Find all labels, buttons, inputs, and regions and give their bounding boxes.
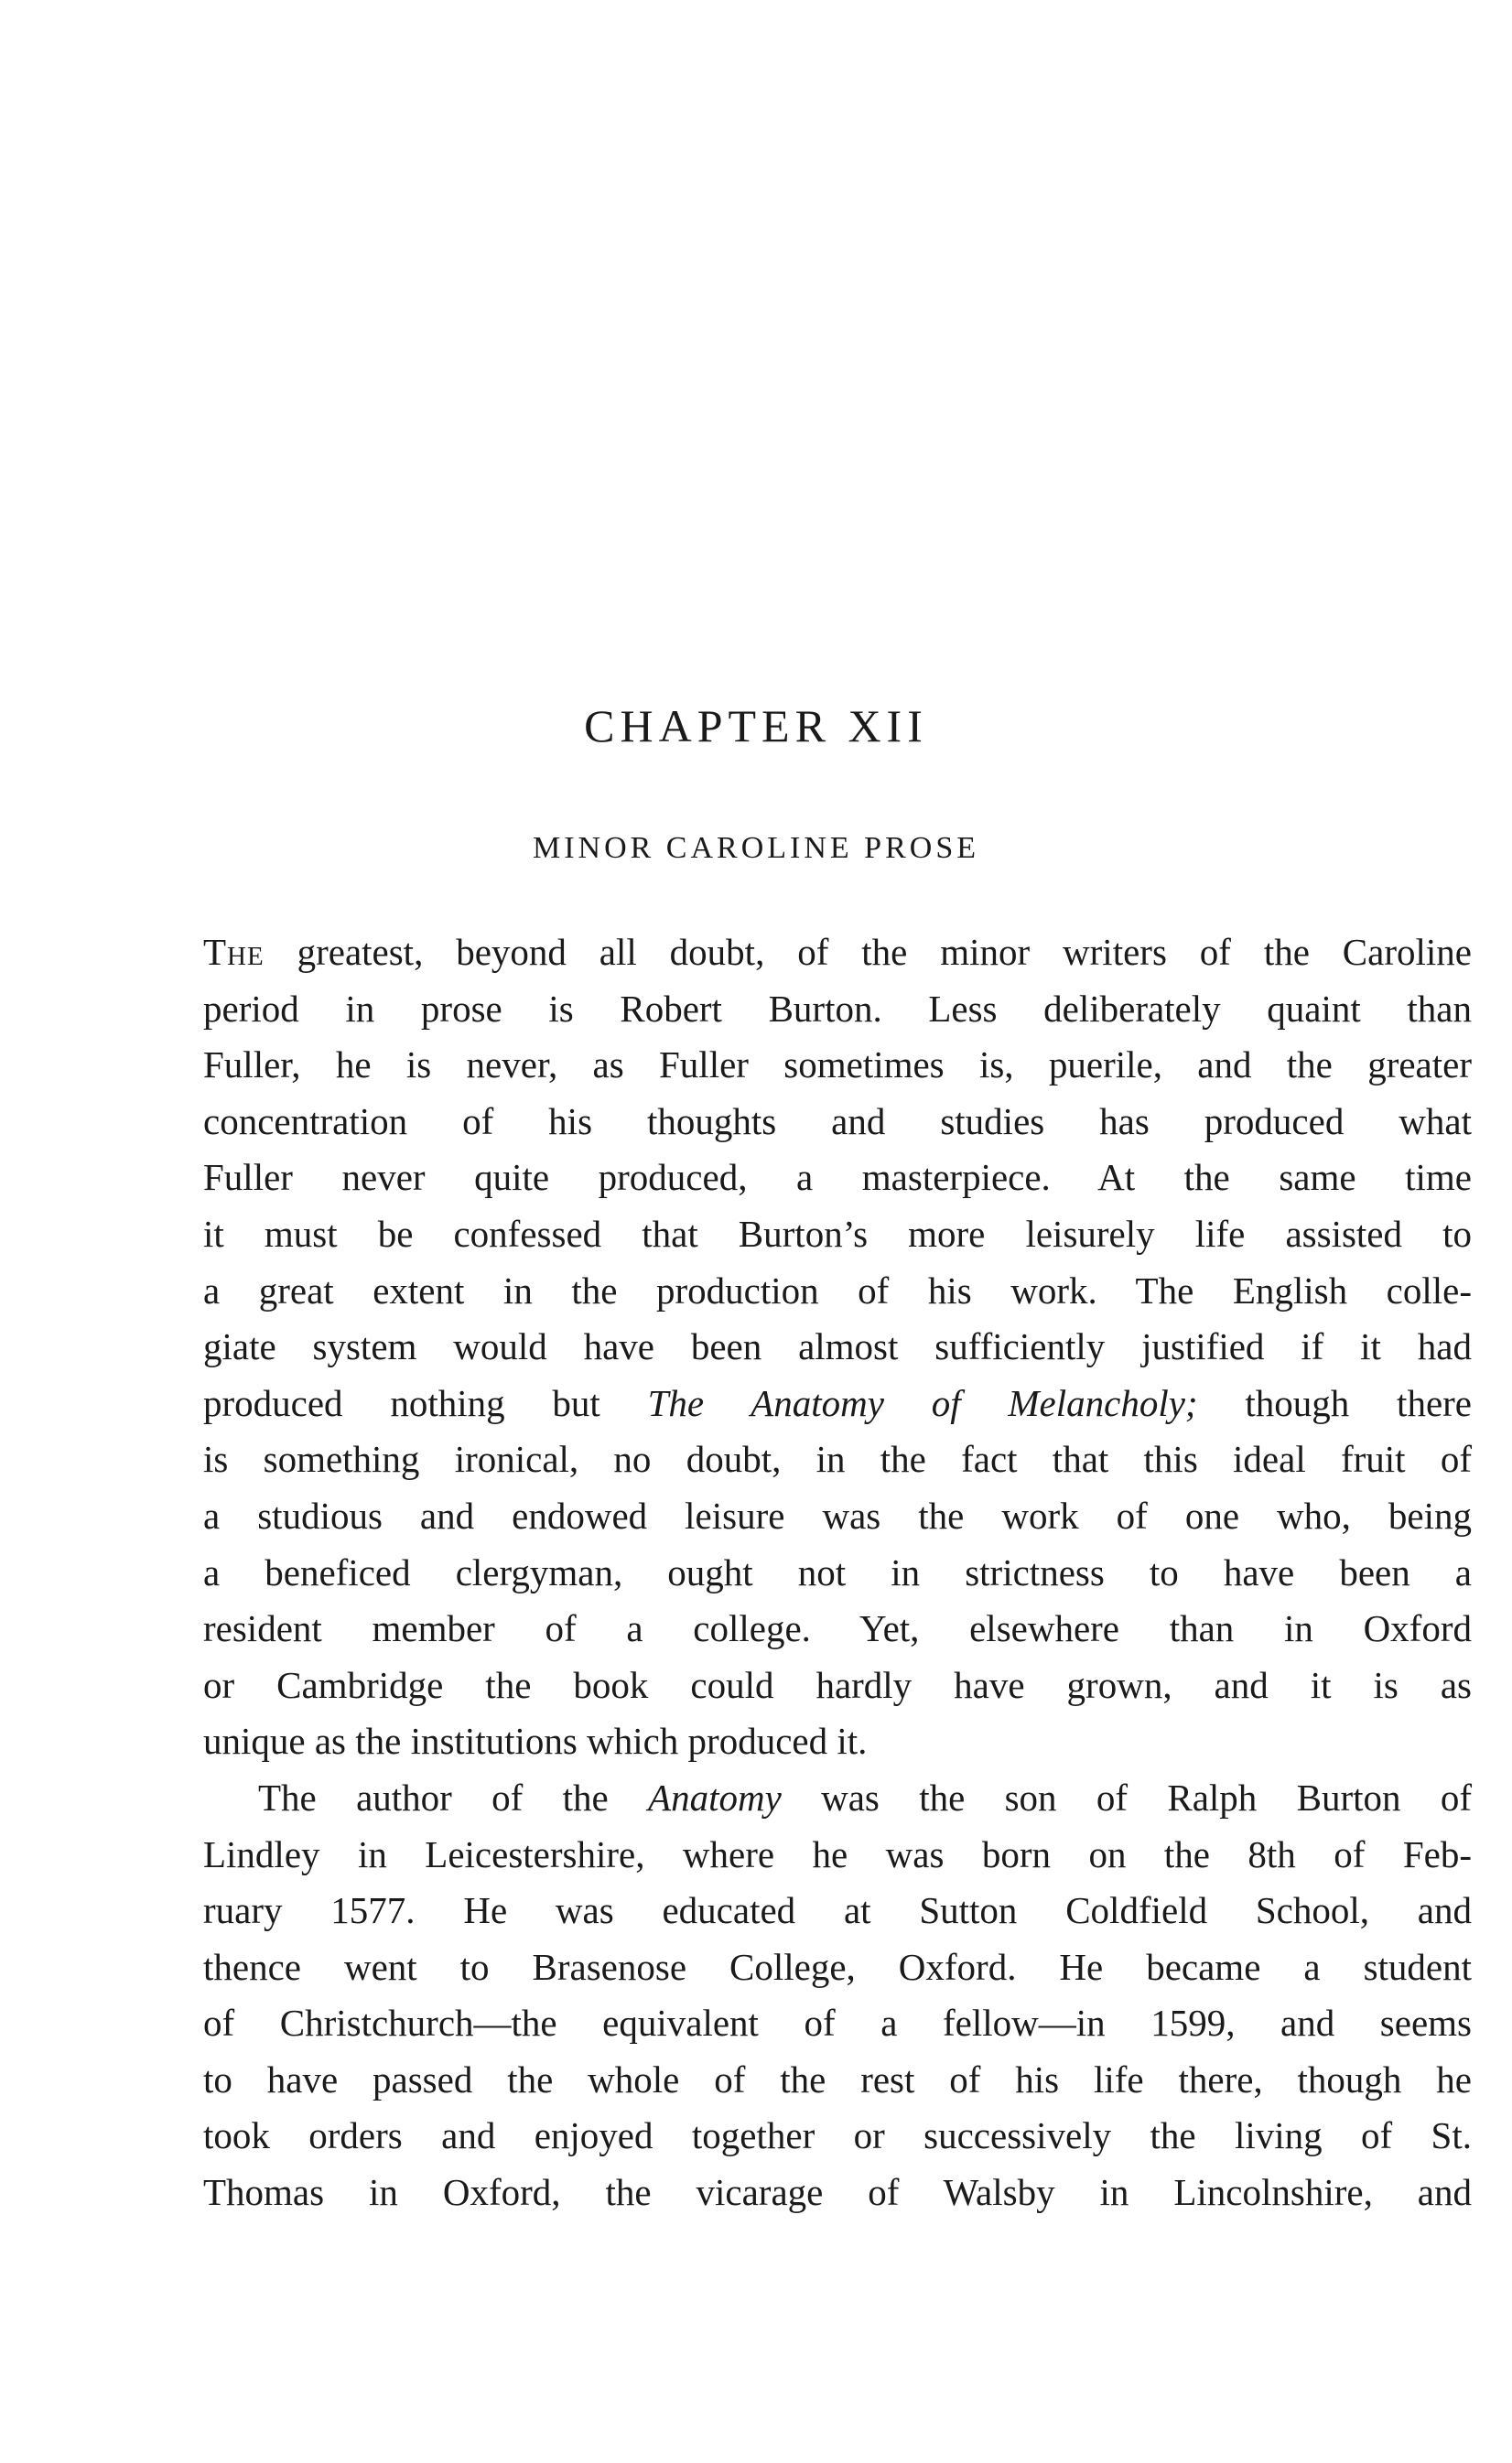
- text-line: a studious and endowed leisure was the work of one who, being: [203, 1494, 1472, 1537]
- book-title: The Anatomy of Melancholy;: [647, 1381, 1198, 1424]
- text-line: a beneficed clergyman, ought not in strictness to have been a: [203, 1550, 1472, 1593]
- body-text: [203, 924, 1472, 2221]
- text-line: [203, 924, 1472, 981]
- text-line: giate system would have been almost sufficiently justified if it had: [203, 1325, 1472, 1368]
- text-line: Fuller, he is never, as Fuller sometimes is, puerile, and the greater: [203, 1043, 1472, 1086]
- chapter-number: CHAPTER XII: [584, 700, 928, 751]
- text-line: took orders and enjoyed together or successively the living of St.: [203, 2114, 1472, 2157]
- paragraph: [203, 924, 1472, 1770]
- line-text: produced nothing but: [203, 1381, 648, 1424]
- line-text: greatest, beyond all doubt, of the minor writers of the Caroline: [264, 931, 1472, 973]
- text-line: is something ironical, no doubt, in the fact that this ideal fruit of: [203, 1438, 1472, 1481]
- text-line: Fuller never quite produced, a masterpiece. At the same time: [203, 1156, 1472, 1199]
- line-text: The author of the: [258, 1776, 649, 1819]
- text-line: thence went to Brasenose College, Oxford. He became a student: [203, 1945, 1472, 1988]
- text-line: [203, 1770, 1472, 1827]
- opening-word: The: [203, 931, 265, 973]
- text-line: unique as the institutions which produced it.: [203, 1720, 868, 1763]
- text-line: to have passed the whole of the rest of his life there, though he: [203, 2058, 1472, 2101]
- text-line: concentration of his thoughts and studies has produced what: [203, 1099, 1472, 1142]
- text-line: resident member of a college. Yet, elsewhere than in Oxford: [203, 1607, 1472, 1650]
- text-line: [203, 1376, 1472, 1432]
- paragraph: [203, 1770, 1472, 2221]
- line-text: was the son of Ralph Burton of: [781, 1776, 1472, 1819]
- text-line: Thomas in Oxford, the vicarage of Walsby in Lincolnshire, and: [203, 2171, 1472, 2214]
- text-line: period in prose is Robert Burton. Less deliberately quaint than: [203, 987, 1472, 1030]
- text-line: it must be confessed that Burton’s more leisurely life assisted to: [203, 1212, 1472, 1255]
- chapter-title: MINOR CAROLINE PROSE: [532, 831, 980, 865]
- text-line: or Cambridge the book could hardly have grown, and it is as: [203, 1663, 1472, 1706]
- text-line: Lindley in Leicestershire, where he was born on the 8th of Feb-: [203, 1832, 1472, 1875]
- text-line: ruary 1577. He was educated at Sutton Coldfield School, and: [203, 1889, 1472, 1932]
- text-line: a great extent in the production of his work. The English colle-: [203, 1269, 1472, 1312]
- line-text: though there: [1197, 1381, 1472, 1424]
- book-title: Anatomy: [648, 1776, 782, 1819]
- text-line: of Christchurch—the equivalent of a fellow—in 1599, and seems: [203, 2002, 1472, 2045]
